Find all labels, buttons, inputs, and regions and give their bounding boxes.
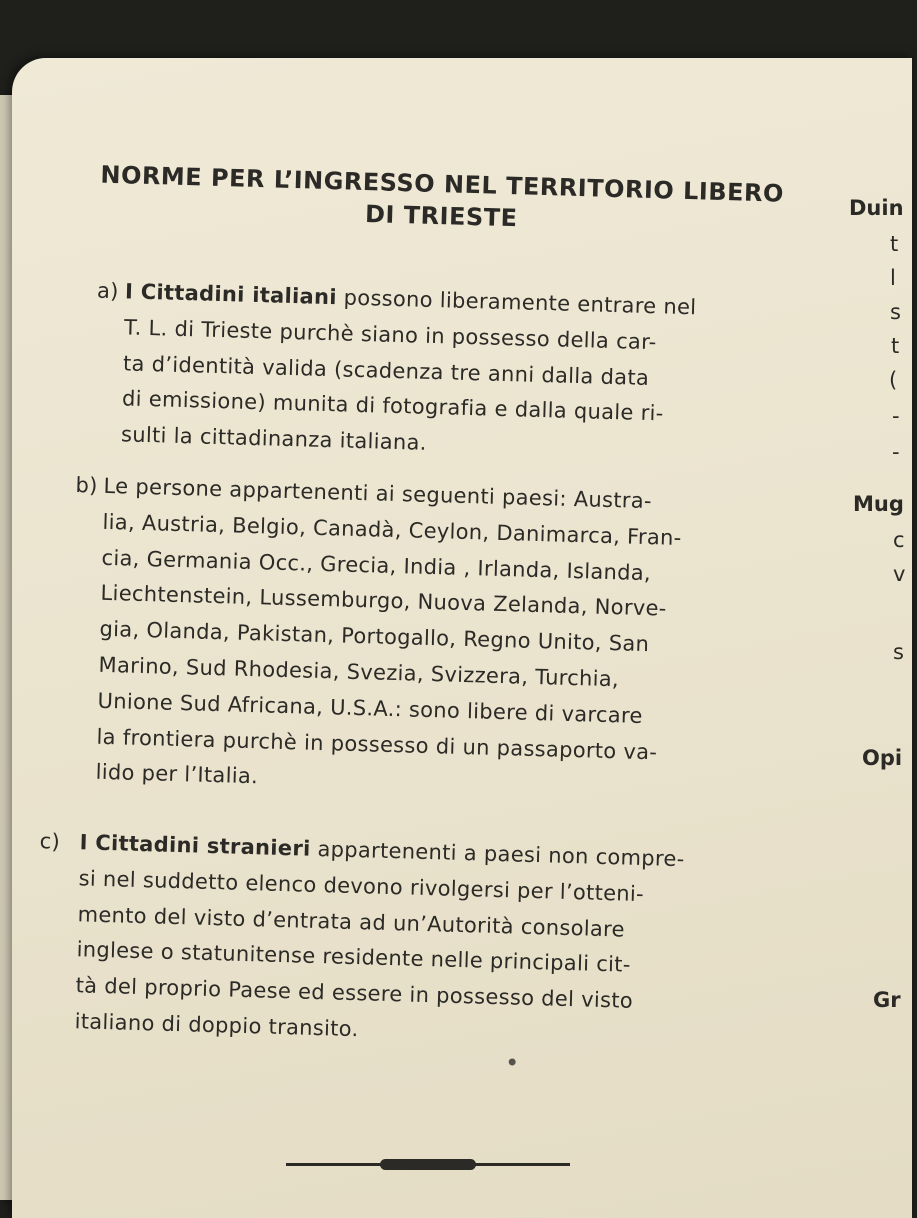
- section-a-line-2: T. L. di Trieste purchè siano in possesso della car-: [123, 315, 657, 355]
- title-line-1: NORME PER L’INGRESSO NEL TERRITORIO LIBERO: [100, 160, 785, 208]
- section-b-line-7: Unione Sud Africana, U.S.A.: sono libere di varcare: [97, 688, 643, 728]
- section-c-line-2: si nel suddetto elenco devono rivolgersi per l’otteni-: [78, 866, 645, 906]
- right-fragment-4: t: [891, 334, 900, 358]
- section-b-line-4: Liechtenstein, Lussemburgo, Nuova Zelanda, Norve-: [100, 581, 667, 621]
- section-a-letter: a): [96, 278, 120, 304]
- right-word-4: Gr: [873, 988, 901, 1012]
- section-c: [39, 825, 685, 1057]
- right-fragment-2: l: [890, 266, 896, 290]
- title-line-2: DI TRIESTE: [364, 200, 518, 233]
- section-a-line-5: sulti la cittadinanza italiana.: [120, 422, 428, 456]
- section-a-line-4: di emissione) munita di fotografia e dalla quale ri-: [121, 386, 664, 426]
- section-a-line-1-text: possono liberamente entrare nel: [336, 285, 697, 320]
- section-b-line-9: lido per l’Italia.: [95, 760, 259, 789]
- right-word-3: Opi: [862, 746, 903, 770]
- right-word-2: Mug: [853, 492, 904, 516]
- adjacent-page-column: [840, 0, 906, 1200]
- ink-speck: [509, 1058, 516, 1065]
- section-b-letter: b): [75, 473, 99, 498]
- right-fragment-1: t: [890, 232, 899, 256]
- right-fragment-7: -: [892, 440, 900, 464]
- section-c-lead: I Cittadini stranieri: [79, 830, 311, 861]
- divider-ornament-center: [380, 1159, 476, 1170]
- right-fragment-9: v: [893, 562, 906, 586]
- section-a-lead: I Cittadini italiani: [124, 279, 338, 310]
- section-c-line-5: tà del proprio Paese ed essere in possesso del visto: [75, 973, 634, 1013]
- section-b-line-1: Le persone appartenenti ai seguenti paesi: Austra-: [103, 473, 653, 514]
- section-a-line-3: ta d’identità valida (scadenza tre anni dalla data: [122, 350, 650, 390]
- right-fragment-5: (: [889, 368, 898, 392]
- right-fragment-3: s: [890, 300, 901, 324]
- right-fragment-10: s: [893, 640, 904, 664]
- section-b-line-6: Marino, Sud Rhodesia, Svezia, Svizzera, Turchia,: [98, 652, 620, 692]
- section-b-line-3: cia, Germania Occ., Grecia, India , Irlanda, Islanda,: [101, 545, 652, 585]
- section-b: [75, 469, 683, 807]
- right-fragment-6: -: [892, 404, 900, 428]
- section-b-line-8: la frontiera purchè in possesso di un passaporto va-: [96, 724, 658, 764]
- section-c-line-3: mento del visto d’entrata ad un’Autorità consolare: [77, 901, 626, 942]
- section-a: [96, 274, 697, 469]
- right-word-1: Duin: [849, 196, 904, 220]
- right-fragment-8: c: [893, 528, 905, 552]
- section-b-line-5: gia, Olanda, Pakistan, Portogallo, Regno Unito, San: [99, 616, 650, 657]
- section-c-letter: c): [39, 829, 61, 854]
- page-title: [81, 158, 803, 242]
- section-c-line-6: italiano di doppio transito.: [74, 1009, 359, 1042]
- bottom-ornament-divider: [286, 1158, 570, 1172]
- section-b-line-2: lia, Austria, Belgio, Canadà, Ceylon, Danimarca, Fran-: [102, 509, 682, 550]
- section-c-line-1-text: appartenenti a paesi non compre-: [310, 836, 685, 872]
- section-c-line-4: inglese o statunitense residente nelle principali cit-: [76, 937, 631, 978]
